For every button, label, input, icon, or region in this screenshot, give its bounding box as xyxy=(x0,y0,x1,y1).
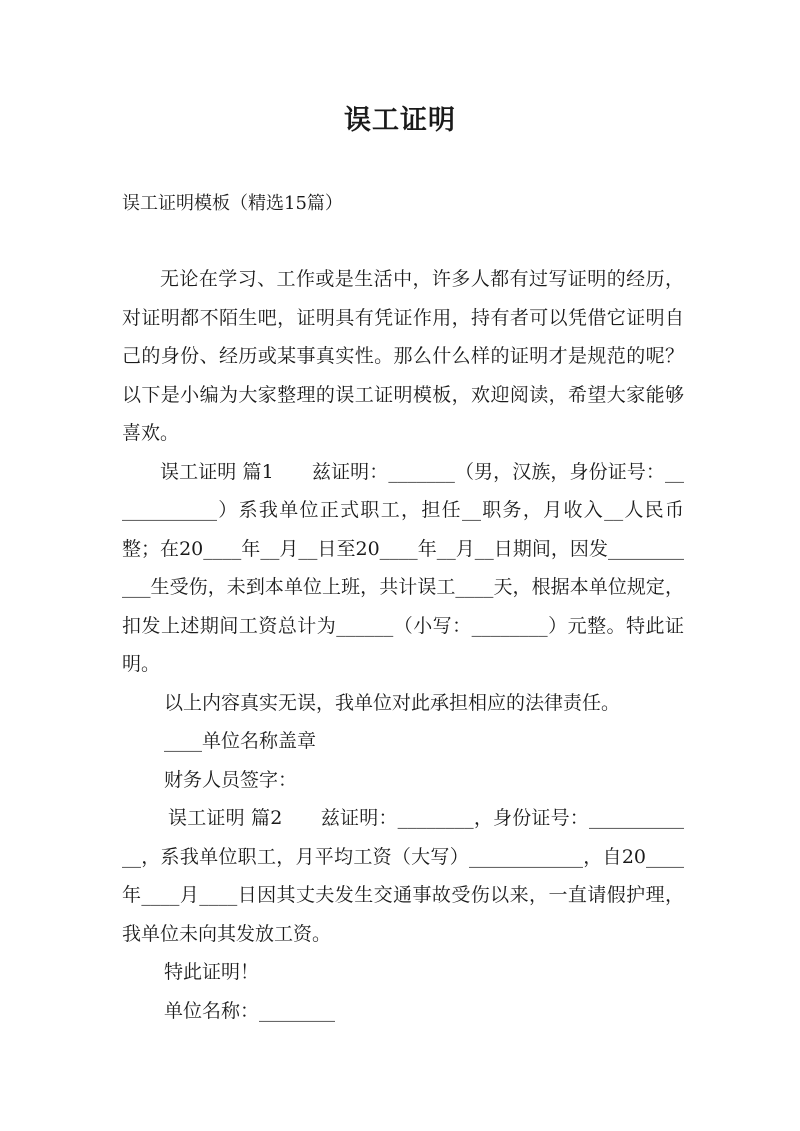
certificate-1-paragraph: 误工证明 篇1 兹证明：_______（男，汉族，身份证号：____________）系我单位正式职工，担任__职务，月收入__人民币整；在20____年__月__日至20____年__月__日期间，因发___________生受伤，未到本单位上班，共计误工____天，根据本单位规定，扣发上述期间工资总计为______（小写：________）元整。特此证明。 xyxy=(122,460,684,675)
certify-closing: 特此证明！ xyxy=(164,961,260,983)
document-subtitle: 误工证明模板（精选15篇） xyxy=(122,193,343,214)
liability-statement: 以上内容真实无误，我单位对此承担相应的法律责任。 xyxy=(164,691,621,714)
finance-signature-line: 财务人员签字： xyxy=(164,768,298,791)
certificate-2-paragraph: 误工证明 篇2 兹证明：________，身份证号：____________，系我单位职工，月平均工资（大写）____________，自20____年____月____日因其丈夫发生交通事故受伤以来，一直请假护理，我单位未向其发放工资。 xyxy=(122,807,684,945)
company-seal-line: ____单位名称盖章 xyxy=(164,730,317,752)
company-name-line: 单位名称：________ xyxy=(164,999,336,1022)
document-body xyxy=(122,260,684,1030)
document-title: 误工证明 xyxy=(344,105,456,136)
intro-paragraph: 无论在学习、工作或是生活中，许多人都有过写证明的经历，对证明都不陌生吧，证明具有凭证作用，持有者可以凭借它证明自己的身份、经历或某事真实性。那么什么样的证明才是规范的呢？以下是小编为大家整理的误工证明模板，欢迎阅读，希望大家能够喜欢。 xyxy=(122,268,684,444)
